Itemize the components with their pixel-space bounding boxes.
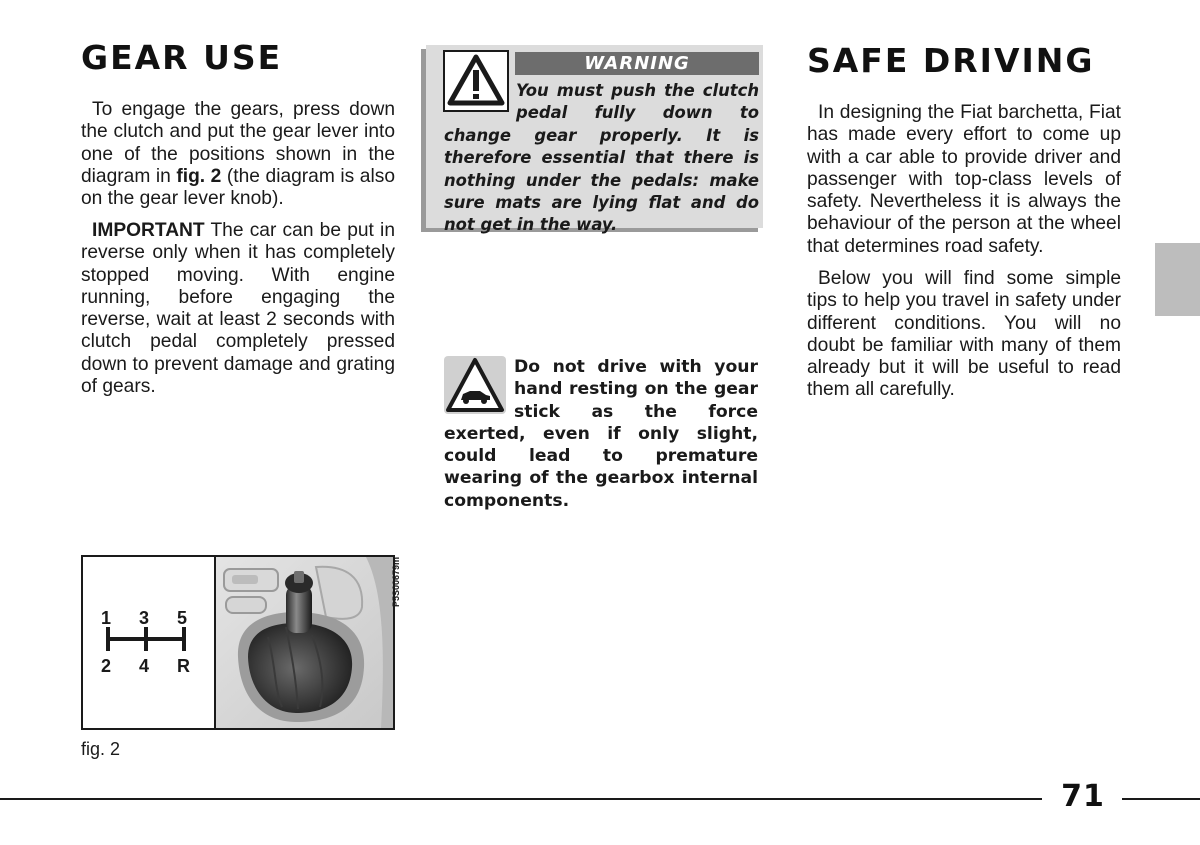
gear-4-label: 4 bbox=[139, 656, 150, 676]
safe-driving-paragraph-2: Below you will find some simple tips to help you travel in safety under different conditions. You will no doubt be familiar with many of them already but it will be useful to read them all carefully. bbox=[807, 268, 1121, 401]
gear-use-p1-text-b: (the diagram is also on the gear lever knob). bbox=[81, 165, 395, 210]
figure-caption: fig. 2 bbox=[81, 739, 121, 759]
gear-5-label: 5 bbox=[177, 608, 188, 628]
fig-reference: fig. 2 bbox=[176, 165, 222, 187]
gear-use-heading: GEAR USE bbox=[81, 38, 283, 77]
gear-use-p1-text-a: To engage the gears, press down the clutch and put the gear lever into one of the positions shown in the diagram in bbox=[81, 99, 395, 187]
caution-note bbox=[444, 356, 758, 512]
gear-1-label: 1 bbox=[101, 608, 112, 628]
gear-shift-pattern bbox=[83, 557, 216, 728]
gear-use-paragraph-1 bbox=[81, 99, 395, 210]
gear-2-label: 2 bbox=[101, 656, 112, 676]
gear-3-label: 3 bbox=[139, 608, 150, 628]
footer-rule-left bbox=[0, 798, 1042, 800]
gear-use-p2-text: The car can be put in reverse only when it has completely stopped moving. With engine running, before engaging the reverse, wait at least 2 seconds with clutch pedal completely pressed down to prevent damage and grating of gears. bbox=[81, 220, 395, 398]
car-caution-icon bbox=[444, 356, 506, 414]
photo-code: P5S00679m bbox=[391, 556, 401, 607]
gear-use-paragraph-2 bbox=[81, 220, 395, 398]
caution-text: Do not drive with your hand resting on the gear stick as the force exerted, even if only slight, could lead to premature wearing of the gearbox internal components. bbox=[444, 357, 758, 511]
safe-driving-heading: SAFE DRIVING bbox=[807, 41, 1095, 80]
gear-lever-photo bbox=[216, 557, 393, 728]
gear-figure bbox=[81, 555, 395, 730]
safe-driving-paragraph-1: In designing the Fiat barchetta, Fiat has made every effort to come up with a car able to provide driver and passenger with top-class levels of safety. Nevertheless it is always the behaviour of the person at the wheel that determines road safety. bbox=[807, 102, 1121, 257]
page-number: 71 bbox=[1061, 779, 1105, 814]
gear-reverse-label: R bbox=[177, 656, 190, 676]
important-label: IMPORTANT bbox=[92, 220, 205, 241]
warning-body: You must push the clutch pedal fully down to change gear properly. It is therefore essential that there is nothing under the pedals: make sure mats are lying flat and do not get in the way. bbox=[444, 81, 759, 235]
footer-rule-right bbox=[1122, 798, 1200, 800]
warning-text bbox=[444, 80, 759, 237]
section-tab bbox=[1155, 243, 1200, 316]
warning-title: WARNING bbox=[515, 52, 759, 75]
warning-box bbox=[426, 45, 763, 235]
